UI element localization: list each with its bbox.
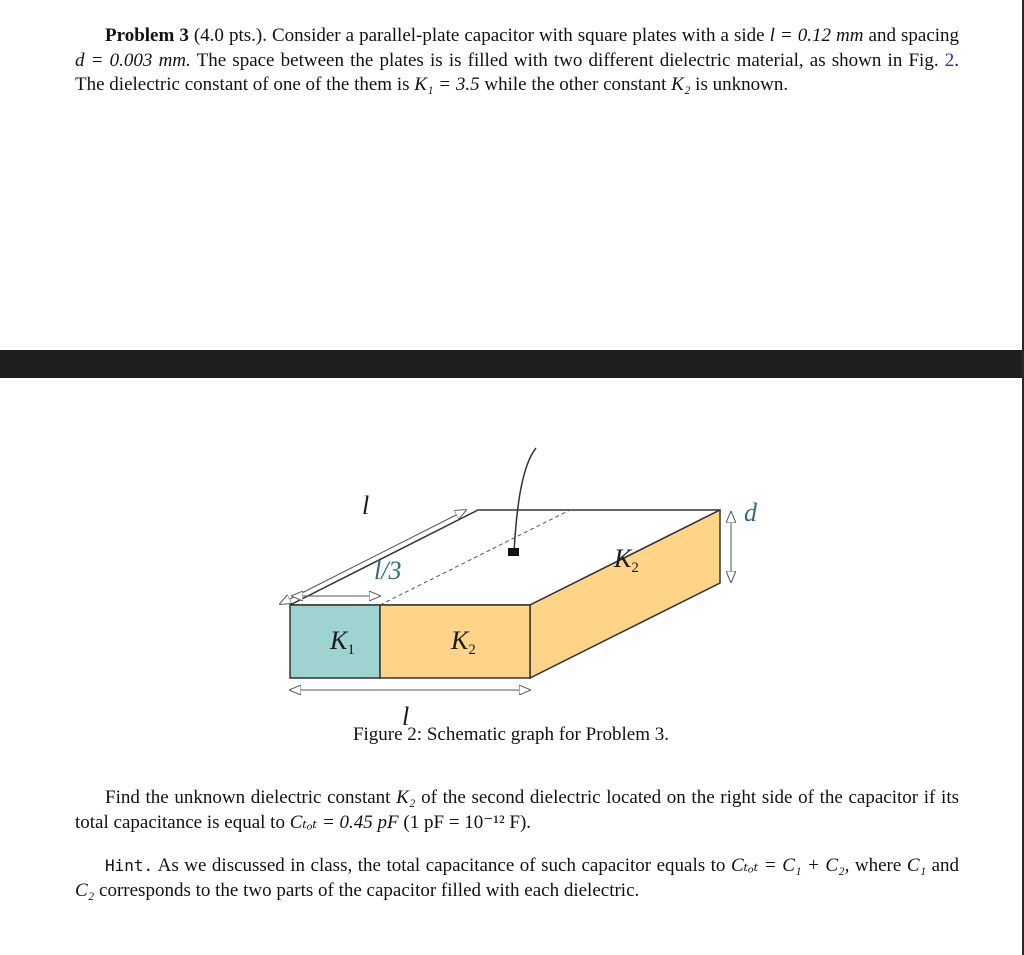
spacing-expression: d = 0.003 mm. xyxy=(75,49,191,71)
problem-heading: Problem 3 xyxy=(105,25,189,46)
figure-reference-link[interactable]: 2 xyxy=(944,49,955,71)
k2-symbol: K₂ xyxy=(671,74,691,95)
page-top xyxy=(0,0,1022,350)
hint-text-1: As we discussed in class, the total capacitance of such capacitor equals to xyxy=(157,855,726,876)
problem-text-5: while the other constant xyxy=(484,74,667,95)
label-k1: $K_1$ xyxy=(330,626,355,658)
problem-text-2: and spacing xyxy=(868,25,960,46)
side-expression: l = 0.12 mm xyxy=(769,25,864,46)
c2-symbol: C₂ xyxy=(75,879,95,901)
question-text-2: of the second dielectric located on the right side of the capacitor if its total capacitance is equal to xyxy=(75,787,960,833)
problem-text-6: is unknown. xyxy=(695,74,789,95)
label-k2-front-subscript: 2 xyxy=(468,642,476,658)
hint-label: Hint. xyxy=(105,856,154,875)
figure-caption: Figure 2: Schematic graph for Problem 3. xyxy=(352,724,670,745)
unit-expression: (1 pF = 10⁻¹² F). xyxy=(403,811,532,833)
hint-text-4: corresponds to the two parts of the capacitor filled with each dielectric. xyxy=(99,879,640,901)
hint-text-3: and xyxy=(931,855,960,876)
question-paragraph xyxy=(75,786,959,835)
label-l-bottom: l xyxy=(402,702,410,731)
sum-expression: Cₜₒₜ = C₁ + C₂, xyxy=(730,855,850,876)
capacitor-diagram xyxy=(270,408,790,718)
problem-text-3: The space between the plates is is filled with two different dielectric material, as shown in Fig. xyxy=(196,49,939,71)
terminal xyxy=(508,548,519,556)
label-l-top: l xyxy=(362,491,370,520)
problem-text-1: Consider a parallel-plate capacitor with square plates with a side xyxy=(272,25,765,46)
problem-text-4: . The dielectric constant of one of the them is xyxy=(75,49,959,95)
problem-points: (4.0 pts.). xyxy=(193,25,267,46)
question-text-1: Find the unknown dielectric constant xyxy=(105,787,391,808)
label-d: d xyxy=(744,498,757,527)
k1-expression: K₁ = 3.5 xyxy=(414,74,480,95)
label-k2-side-subscript: 2 xyxy=(631,560,639,576)
hint-paragraph xyxy=(75,854,959,903)
label-k2-front: $K_2$ xyxy=(451,626,476,658)
problem-paragraph xyxy=(75,24,959,98)
label-k1-subscript: 1 xyxy=(347,642,355,658)
capacitor-figure xyxy=(270,408,790,731)
page-separator xyxy=(0,350,1024,378)
page-bottom xyxy=(0,378,1022,955)
label-k2-side: $K_2$ xyxy=(614,544,639,576)
label-l-third: l/3 xyxy=(374,556,402,585)
hint-text-2: where xyxy=(854,855,902,876)
c1-symbol: C₁ xyxy=(906,855,927,876)
ctot-expression: Cₜₒₜ = 0.45 pF xyxy=(289,811,399,833)
question-k2-symbol: K₂ xyxy=(396,787,416,808)
